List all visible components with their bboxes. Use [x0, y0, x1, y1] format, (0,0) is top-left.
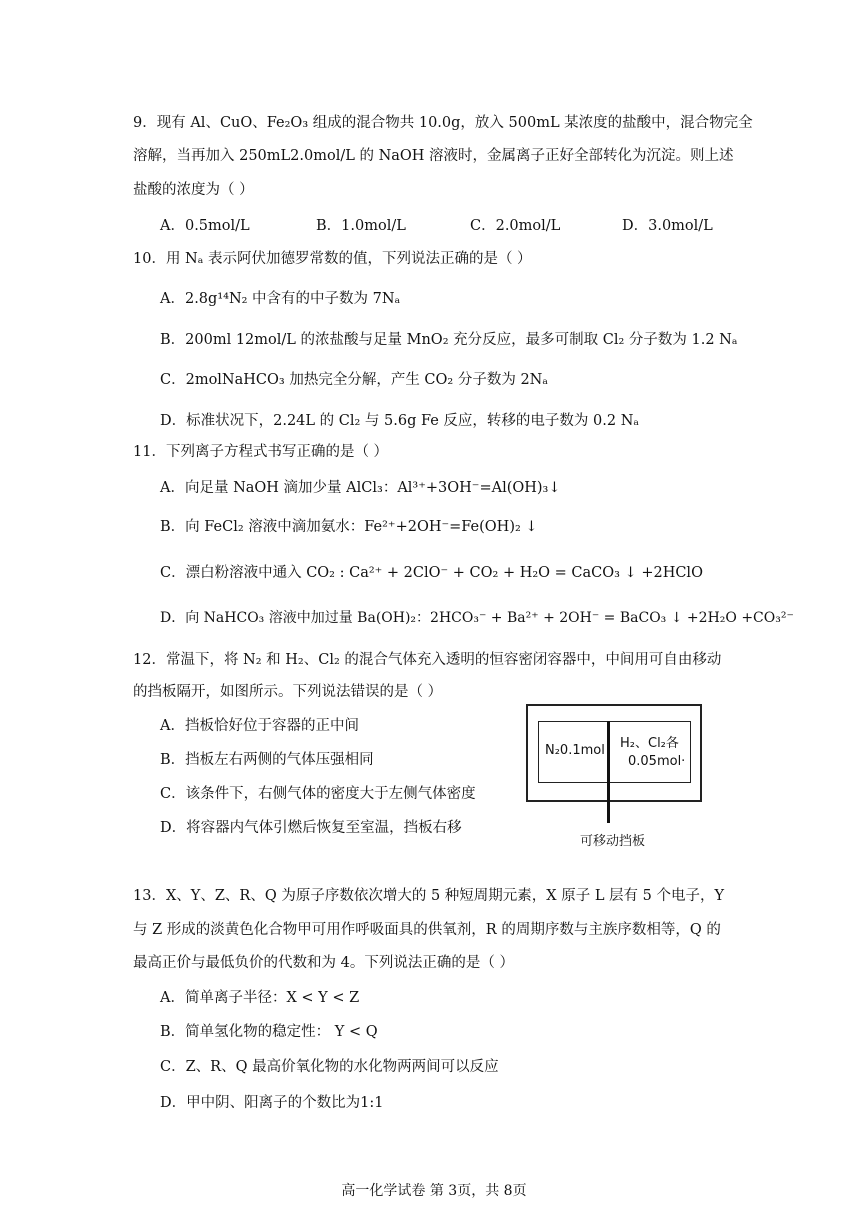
q10-option-d: D．标准状况下，2.24L 的 Cl₂ 与 5.6g Fe 反应，转移的电子数为 0.2 Nₐ — [160, 413, 639, 429]
q9-option-d: D．3.0mol/L — [622, 218, 713, 234]
q13-line3: 最高正价与最低负价的代数和为 4。下列说法正确的是（ ） — [133, 955, 514, 971]
q9-option-b: B．1.0mol/L — [316, 218, 406, 234]
q9-line1: 9．现有 Al、CuO、Fe₂O₃ 组成的混合物共 10.0g，放入 500mL 某浓度的盐酸中，混合物完全 — [133, 115, 753, 131]
q9-option-c: C．2.0mol/L — [470, 218, 561, 234]
q10-option-a: A．2.8g¹⁴N₂ 中含有的中子数为 7Nₐ — [160, 291, 401, 307]
q13-option-c: C．Z、R、Q 最高价氧化物的水化物两两间可以反应 — [160, 1059, 499, 1075]
left-gas-label: N₂0.1mol — [545, 743, 605, 758]
q9-option-a: A．0.5mol/L — [160, 218, 250, 234]
right-gas-label-1: H₂、Cl₂各 — [620, 736, 679, 751]
movable-partition — [607, 721, 610, 823]
q12-option-a: A．挡板恰好位于容器的正中间 — [160, 718, 359, 734]
q12-line1: 12．常温下，将 N₂ 和 H₂、Cl₂ 的混合气体充入透明的恒容密闭容器中，中间用可自由移动 — [133, 652, 722, 668]
q11-option-a: A．向足量 NaOH 滴加少量 AlCl₃：Al³⁺+3OH⁻=Al(OH)₃↓ — [160, 480, 561, 496]
q12-option-d: D．将容器内气体引燃后恢复至室温，挡板右移 — [160, 820, 462, 836]
right-gas-label-2: 0.05mol· — [628, 754, 686, 769]
q13-option-b: B．简单氢化物的稳定性： Y < Q — [160, 1024, 378, 1040]
q13-line2: 与 Z 形成的淡黄色化合物甲可用作呼吸面具的供氧剂，R 的周期序数与主族序数相等，Q 的 — [133, 922, 721, 938]
page-footer: 高一化学试卷 第 3页，共 8页 — [341, 1183, 527, 1199]
q13-option-a: A．简单离子半径：X < Y < Z — [160, 990, 360, 1006]
q10-option-b: B．200ml 12mol/L 的浓盐酸与足量 MnO₂ 充分反应，最多可制取 Cl₂ 分子数为 1.2 Nₐ — [160, 332, 738, 348]
q13-option-d: D．甲中阴、阳离子的个数比为1:1 — [160, 1095, 384, 1111]
q11-option-c: C．漂白粉溶液中通入 CO₂ : Ca²⁺ + 2ClO⁻ + CO₂ + H₂O = CaCO₃ ↓ +2HClO — [160, 565, 703, 581]
q12-option-b: B．挡板左右两侧的气体压强相同 — [160, 752, 374, 768]
partition-caption: 可移动挡板 — [580, 834, 646, 849]
q9-line3: 盐酸的浓度为（ ） — [133, 182, 254, 198]
q9-line2: 溶解，当再加入 250mL2.0mol/L 的 NaOH 溶液时，金属离子正好全部转化为沉淀。则上述 — [133, 148, 734, 164]
q10-stem: 10．用 Nₐ 表示阿伏加德罗常数的值，下列说法正确的是（ ） — [133, 251, 532, 267]
q13-line1: 13．X、Y、Z、R、Q 为原子序数依次增大的 5 种短周期元素，X 原子 L 层有 5 个电子，Y — [133, 888, 725, 904]
q11-stem: 11．下列离子方程式书写正确的是（ ） — [133, 444, 389, 460]
q11-option-b: B．向 FeCl₂ 溶液中滴加氨水：Fe²⁺+2OH⁻=Fe(OH)₂ ↓ — [160, 519, 538, 535]
q10-option-c: C．2molNaHCO₃ 加热完全分解，产生 CO₂ 分子数为 2Nₐ — [160, 372, 548, 388]
q12-line2: 的挡板隔开，如图所示。下列说法错误的是（ ） — [133, 684, 443, 700]
q11-option-d: D．向 NaHCO₃ 溶液中加过量 Ba(OH)₂：2HCO₃⁻ + Ba²⁺ + 2OH⁻ = BaCO₃ ↓ +2H₂O +CO₃²⁻ — [160, 610, 794, 626]
q12-option-c: C．该条件下，右侧气体的密度大于左侧气体密度 — [160, 786, 476, 802]
